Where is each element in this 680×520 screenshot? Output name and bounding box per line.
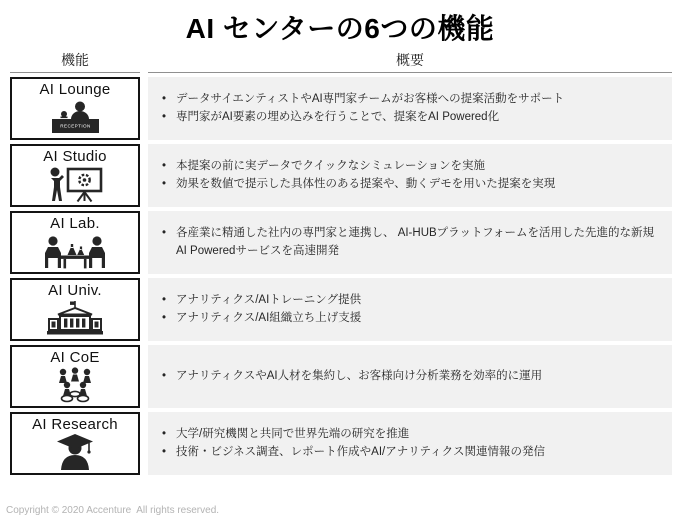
function-box xyxy=(10,144,140,207)
bullet-text: 本提案の前に実データでクイックなシミュレーションを実施 xyxy=(176,159,486,172)
bullet-dot: • xyxy=(162,110,167,123)
bullet-text: 専門家がAI要素の埋め込みを行うことで、提案をAI Powered化 xyxy=(176,110,500,123)
bullet-item xyxy=(162,91,660,109)
function-label: AI Research xyxy=(32,416,118,433)
column-header-function: 機能 xyxy=(10,50,140,73)
function-label: AI Lounge xyxy=(39,81,111,98)
bullet-dot: • xyxy=(162,293,167,306)
description-panel xyxy=(148,412,672,475)
bullet-item xyxy=(162,444,660,462)
bullet-item xyxy=(162,109,660,127)
bullet-item xyxy=(162,225,660,261)
bullet-dot: • xyxy=(162,177,167,190)
reception-sign-text: RECEPTION xyxy=(60,123,91,129)
copyright-text: Copyright © 2020 Accenture All rights reserved. xyxy=(6,505,220,516)
column-header-overview: 概要 xyxy=(148,50,672,73)
bullet-text: 大学/研究機関と共同で世界先端の研究を推進 xyxy=(176,427,410,440)
table-row xyxy=(10,144,672,207)
bullet-text: データサイエンティストやAI専門家チームがお客様への提案活動をサポート xyxy=(176,92,565,105)
function-box xyxy=(10,345,140,408)
bullet-item xyxy=(162,368,660,386)
description-panel xyxy=(148,278,672,341)
bullet-item xyxy=(162,176,660,194)
page-title: AI センターの6つの機能 xyxy=(185,13,495,44)
function-label: AI CoE xyxy=(50,349,100,366)
bullet-dot: • xyxy=(162,159,167,172)
function-label: AI Univ. xyxy=(48,282,102,299)
table-row xyxy=(10,77,672,140)
description-panel xyxy=(148,144,672,207)
function-label: AI Studio xyxy=(43,148,107,165)
function-label: AI Lab. xyxy=(50,215,100,232)
bullet-text: アナリティクスやAI人材を集約し、お客様向け分析業務を効率的に運用 xyxy=(176,369,543,382)
table-row xyxy=(10,211,672,274)
bullet-text: 各産業に精通した社内の専門家と連携し、 AI-HUBプラットフォームを活用した先進的な新規AI Poweredサービスを高速開発 xyxy=(176,226,655,257)
bullet-item xyxy=(162,426,660,444)
university-building-icon xyxy=(40,300,110,336)
bullet-item xyxy=(162,310,660,328)
bullet-dot: • xyxy=(162,311,167,324)
function-box xyxy=(10,412,140,475)
bullet-text: 効果を数値で提示した具体性のある提案や、動くデモを用いた提案を実現 xyxy=(176,177,556,190)
bullet-item xyxy=(162,292,660,310)
function-box xyxy=(10,278,140,341)
graduate-icon xyxy=(40,433,110,470)
table-row xyxy=(10,345,672,408)
bullet-item xyxy=(162,158,660,176)
description-panel xyxy=(148,345,672,408)
lab-experiment-icon xyxy=(40,233,110,269)
functions-table xyxy=(10,50,672,475)
slide xyxy=(0,7,680,520)
bullet-text: アナリティクス/AI組織立ち上げ支援 xyxy=(176,311,362,324)
bullet-dot: • xyxy=(162,369,167,382)
function-box xyxy=(10,77,140,140)
reception-desk-icon xyxy=(40,99,110,135)
table-row xyxy=(10,412,672,475)
description-panel xyxy=(148,211,672,274)
table-row xyxy=(10,278,672,341)
bullet-dot: • xyxy=(162,226,167,239)
bullet-dot: • xyxy=(162,445,167,458)
bullet-dot: • xyxy=(162,427,167,440)
bullet-text: アナリティクス/AIトレーニング提供 xyxy=(176,293,362,306)
description-panel xyxy=(148,77,672,140)
bullet-text: 技術・ビジネス調査、レポート作成やAI/アナリティクス関連情報の発信 xyxy=(176,445,545,458)
people-group-icon xyxy=(40,367,110,403)
bullet-dot: • xyxy=(162,92,167,105)
table-header xyxy=(10,50,672,73)
function-box xyxy=(10,211,140,274)
presentation-board-icon xyxy=(40,165,110,203)
